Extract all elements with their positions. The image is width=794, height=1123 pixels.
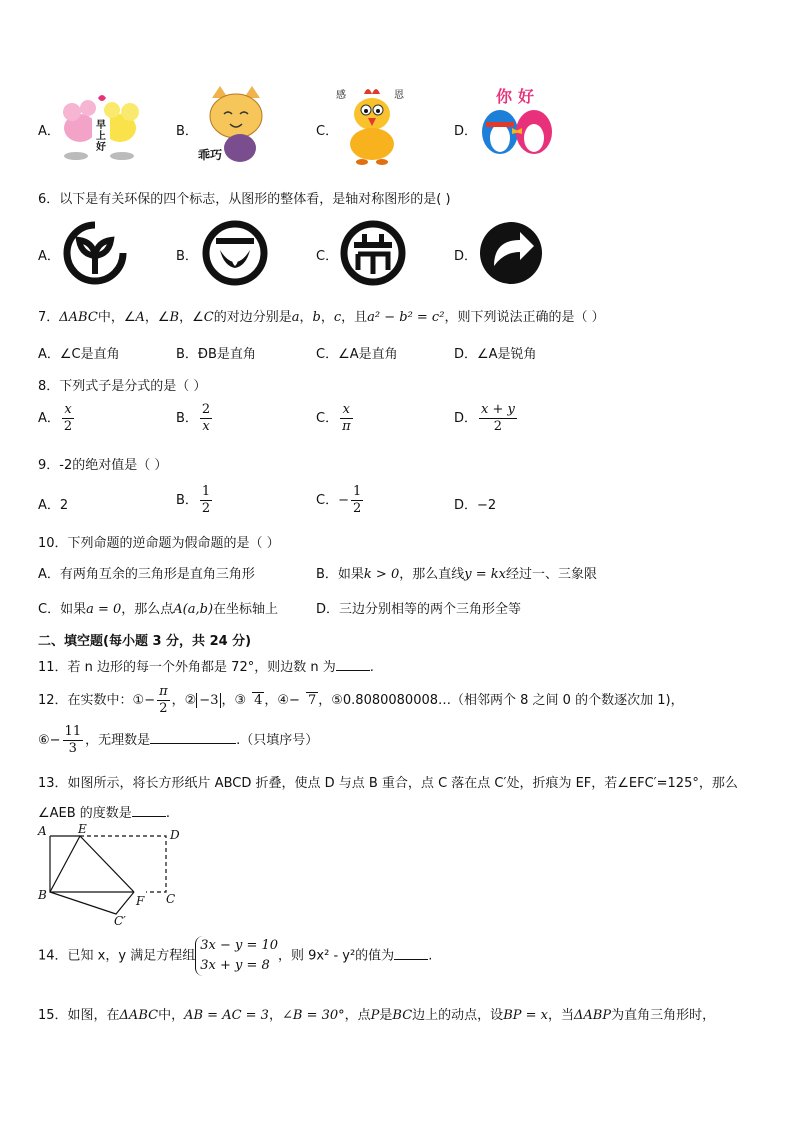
q8-c-fraction <box>340 402 353 435</box>
q12-item6-sign: ⑥− <box>38 733 61 748</box>
q8-option-c <box>316 402 355 435</box>
q8-d-denominator: 2 <box>493 419 503 434</box>
q6-label-b: B． <box>176 249 198 264</box>
q7-side-a: a <box>291 310 300 325</box>
q7-triangle: ΔABC <box>59 310 98 325</box>
q13-label-c: C <box>166 892 176 906</box>
q7-side-c: c <box>333 310 342 325</box>
q10-c-part3: 在坐标轴上 <box>213 602 279 617</box>
q7-option-d: D．∠A是锐角 <box>454 347 537 362</box>
q9-c-numerator: 1 <box>352 484 362 499</box>
q9-option-c <box>316 484 365 517</box>
q9-b-denominator: 2 <box>201 501 211 516</box>
q9-b-numerator: 1 <box>201 484 211 499</box>
q9-b-fraction <box>200 484 212 517</box>
q7-option-a: A．∠C是直角 <box>38 347 120 362</box>
q14-text2: ，则 9x² - y²的值为 <box>278 948 395 964</box>
cartoon-mice-greeting-image <box>58 88 142 164</box>
section-fill-in-title: 二、填空题(每小题 3 分，共 24 分) <box>38 634 252 649</box>
q8-option-d <box>454 402 519 435</box>
q11-answer-blank[interactable] <box>336 658 370 671</box>
eco-recycle-arrow-logo-icon <box>476 218 546 288</box>
q8-label-a: A． <box>38 411 60 426</box>
q12-tail1: ，无理数是 <box>85 733 151 748</box>
q14-text3: . <box>428 948 433 964</box>
q12-item1-sign: ①− <box>132 693 156 708</box>
q12-line2 <box>38 724 318 757</box>
q13-line2a: ∠AEB 的度数是 <box>38 806 132 821</box>
q14-stem <box>38 936 432 976</box>
q13-label-b: B <box>38 888 47 902</box>
q13-label-c-prime: C′ <box>114 914 126 928</box>
q5-img-c-text1: 感 <box>336 90 346 101</box>
q9-c-fraction <box>351 484 363 517</box>
q7-equation: a² − b² = c² <box>367 310 445 325</box>
q9-option-a: A．2 <box>38 498 69 513</box>
q5-label-a: A． <box>38 124 60 139</box>
q10-b-math1: k > 0 <box>363 567 400 582</box>
q7-angle-a: A <box>135 310 145 325</box>
q7-option-b: B．ÐB是直角 <box>176 347 256 362</box>
q10-c-math2: A(a,b) <box>173 602 214 617</box>
q9-option-b <box>176 484 214 517</box>
q15-text1: 15．如图，在 <box>38 1008 120 1023</box>
q10-b-part3: 经过一、三象限 <box>505 567 597 582</box>
eco-leaf-logo-icon <box>62 220 128 286</box>
q5-label-b: B． <box>176 124 198 139</box>
q7-stem <box>38 306 605 325</box>
q8-b-fraction <box>200 402 212 435</box>
q8-a-fraction <box>62 402 74 435</box>
q8-a-numerator: x <box>62 402 74 419</box>
q7-p1: 中，∠ <box>97 310 136 325</box>
eco-circle-leaf-logo-icon <box>200 218 270 288</box>
q10-c-math1: a = 0 <box>86 602 122 617</box>
q6-label-c: C． <box>316 249 339 264</box>
q6-label-a: A． <box>38 249 60 264</box>
q15-text5: 是 <box>379 1008 393 1023</box>
q12-item6-fraction <box>63 724 84 757</box>
q15-math2: ∠B = 30° <box>281 1008 345 1023</box>
q8-d-numerator: x + y <box>481 402 515 417</box>
q15-text7: ，当 <box>547 1008 574 1023</box>
q8-option-a <box>38 402 76 435</box>
q13-answer-blank[interactable] <box>132 804 166 817</box>
q13-line2b: . <box>165 806 170 821</box>
q9-stem: 9．-2的绝对值是（ ） <box>38 458 168 473</box>
q10-b-math2: y = kx <box>464 567 506 582</box>
q9-option-d: D．−2 <box>454 498 497 513</box>
q10-c-part1: C．如果 <box>38 602 87 617</box>
q9-c-denominator: 2 <box>352 501 362 516</box>
q5-img-a-text: 早上好 <box>96 120 106 153</box>
q12-answer-blank[interactable] <box>150 731 236 744</box>
q10-option-b <box>316 563 597 582</box>
q8-b-denominator: x <box>202 419 210 434</box>
q15-text3: ， <box>268 1008 282 1023</box>
q12-item2-label: ，② <box>171 693 197 708</box>
q15-triangle: ΔABC <box>119 1008 159 1023</box>
q11-text2: . <box>369 660 374 675</box>
q12-line1 <box>38 684 684 717</box>
q7-p3: ，且 <box>341 310 368 325</box>
q14-answer-blank[interactable] <box>394 947 428 960</box>
q15-triangle2: ΔABP <box>574 1008 612 1023</box>
q12-item6-denominator: 3 <box>68 741 77 756</box>
q14-equation2: 3x + y = 8 <box>200 958 270 973</box>
q15-math1: AB = AC = 3 <box>184 1008 269 1023</box>
q9-label-b: B． <box>176 493 198 508</box>
q12-item1-denominator: 2 <box>159 701 168 716</box>
q12-item1-numerator: π <box>159 684 168 699</box>
q12-item2-abs: −3 <box>196 693 221 708</box>
q10-option-c <box>38 598 278 617</box>
q15-text2: 中， <box>158 1008 185 1023</box>
q15-math3: BP = x <box>503 1008 548 1023</box>
q12-tail2: .（只填序号） <box>236 733 319 748</box>
cartoon-chick-image <box>334 84 412 166</box>
q7-comma1: ， <box>299 310 313 325</box>
q10-c-part2: ，那么点 <box>121 602 174 617</box>
q8-c-numerator: x <box>340 402 353 419</box>
q15-text6: 边上的动点，设 <box>412 1008 504 1023</box>
q7-comma2: ， <box>320 310 334 325</box>
q14-text1: 14．已知 x，y 满足方程组 <box>38 948 196 964</box>
q10-b-part2: ，那么直线 <box>399 567 465 582</box>
q14-equation1: 3x − y = 10 <box>200 938 279 953</box>
q13-line1: 13．如图所示，将长方形纸片 ABCD 折叠，使点 D 与点 B 重合，点 C 落在点 C′处，折痕为 EF，若∠EFC′=125°，那么 <box>38 776 738 791</box>
q8-option-b <box>176 402 214 435</box>
q6-stem: 6．以下是有关环保的四个标志，从图形的整体看，是轴对称图形的是( ) <box>38 192 451 207</box>
q12-item6-numerator: 11 <box>64 724 82 739</box>
q7-sep2: ，∠ <box>179 310 204 325</box>
q8-d-fraction <box>479 402 517 435</box>
q13-fold-diagram <box>36 822 186 932</box>
q8-stem: 8．下列式子是分式的是（ ） <box>38 379 207 394</box>
q13-label-f: F <box>136 894 145 908</box>
q15-point-p: P <box>370 1008 380 1023</box>
q8-b-numerator: 2 <box>201 402 211 417</box>
cartoon-penguins-image <box>472 84 562 164</box>
q15-text4: ，点 <box>344 1008 371 1023</box>
q13-label-d: D <box>170 828 180 842</box>
q13-label-e: E <box>78 822 87 836</box>
q5-label-c: C． <box>316 124 339 139</box>
q10-b-part1: B．如果 <box>316 567 364 582</box>
q7-sep1: ，∠ <box>144 310 170 325</box>
q12-item4-label: ，④− <box>264 693 300 708</box>
q9-label-c: C． <box>316 493 339 508</box>
q8-label-c: C． <box>316 411 339 426</box>
q14-equation-system <box>195 936 278 976</box>
q10-option-d: D．三边分别相等的两个三角形全等 <box>316 602 522 617</box>
q12-item3-sqrt: 4 <box>254 693 263 708</box>
q9-c-sign: − <box>338 493 349 508</box>
q12-item4-sqrt: 7 <box>307 693 317 708</box>
q8-label-d: D． <box>454 411 478 426</box>
q5-label-d: D． <box>454 124 478 139</box>
q11-stem <box>38 656 374 675</box>
q15-side-bc: BC <box>392 1008 413 1023</box>
q10-option-a: A．有两角互余的三角形是直角三角形 <box>38 567 255 582</box>
q7-num: 7． <box>38 310 60 325</box>
q7-side-b: b <box>312 310 321 325</box>
q13-line2 <box>38 802 170 821</box>
q15-stem <box>38 1004 715 1023</box>
q12-item1-fraction <box>157 684 170 717</box>
q8-a-denominator: 2 <box>63 419 73 434</box>
q7-angle-c: C <box>203 310 214 325</box>
q12-num: 12．在实数中： <box>38 693 133 708</box>
q5-img-c-text2: 恩 <box>394 90 404 101</box>
q12-item5: ，⑤0.8080080008…（相邻两个 8 之间 0 的个数逐次加 1)， <box>318 693 684 708</box>
q5-img-d-text: 你好 <box>496 87 541 106</box>
q7-angle-b: B <box>169 310 180 325</box>
q6-label-d: D． <box>454 249 478 264</box>
q5-img-b-text: 乖巧 <box>198 148 223 162</box>
q10-stem: 10．下列命题的逆命题为假命题的是（ ） <box>38 536 280 551</box>
q7-p4: ，则下列说法正确的是（ ） <box>444 310 605 325</box>
q11-text1: 11．若 n 边形的每一个外角都是 72°，则边数 n 为 <box>38 660 336 675</box>
q15-text8: 为直角三角形时， <box>611 1008 716 1023</box>
eco-circle-grass-logo-icon <box>338 218 408 288</box>
cartoon-cat-image <box>196 84 276 166</box>
q13-label-a: A <box>38 824 47 838</box>
q12-item3-label: ，③ <box>221 693 247 708</box>
q7-option-c: C．∠A是直角 <box>316 347 398 362</box>
q7-p2: 的对边分别是 <box>213 310 292 325</box>
q8-label-b: B． <box>176 411 198 426</box>
q8-c-denominator: π <box>342 419 351 434</box>
